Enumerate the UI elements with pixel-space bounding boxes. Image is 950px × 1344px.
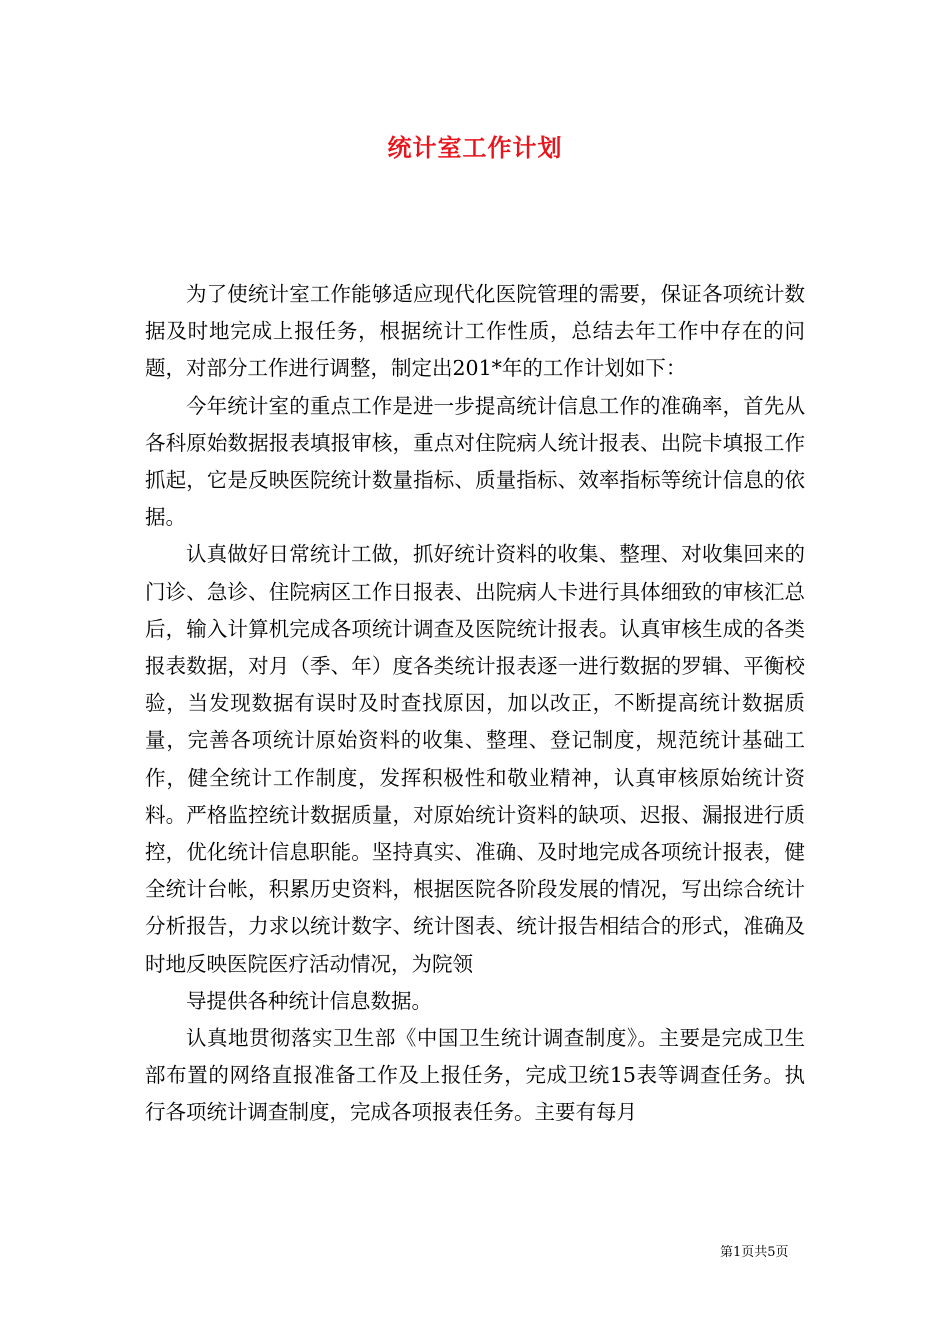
paragraph-continuation: 导提供各种统计信息数据。	[186, 988, 432, 1013]
page-title: 统计室工作计划	[387, 133, 563, 162]
page-number-footer: 第1页共5页	[720, 1245, 789, 1260]
paragraph-daily-statistics: 认真做好日常统计工做，抓好统计资料的收集、整理、对收集回来的门诊、急诊、住院病区工作日报表、出院病人卡进行具体细致的审核汇总后，输入计算机完成各项统计调查及医院统计报表。认真审核生成的各类报表数据，对月（季、年）度各类统计报表逐一进行数据的罗辑、平衡校验，当发现数据有误时及时查找原因，加以改正，不断提高统计数据质量，完善各项统计原始资料的收集、整理、登记制度，规范统计基础工作，健全统计工作制度，发挥积极性和敬业精神，认真审核原始统计资料。严格监控统计数据质量，对原始统计资料的缺项、迟报、漏报进行质控，优化统计信息职能。坚持真实、准确、及时地完成各项统计报表，健全统计台帐，积累历史资料，根据医院各阶段发展的情况，写出综合统计分析报告，力求以统计数字、统计图表、统计报告相结合的形式，准确及时地反映医院医疗活动情况，为院领	[145, 542, 805, 976]
paragraph-intro: 为了使统计室工作能够适应现代化医院管理的需要，保证各项统计数据及时地完成上报任务，根据统计工作性质，总结去年工作中存在的问题，对部分工作进行调整，制定出201*年的工作计划如下：	[145, 282, 805, 381]
paragraph-ministry-system: 认真地贯彻落实卫生部《中国卫生统计调查制度》。主要是完成卫生部布置的网络直报准备工作及上报任务，完成卫统15表等调查任务。执行各项统计调查制度，完成各项报表任务。主要有每月	[145, 1026, 805, 1125]
paragraph-key-work: 今年统计室的重点工作是进一步提高统计信息工作的准确率，首先从各科原始数据报表填报审核，重点对住院病人统计报表、出院卡填报工作抓起，它是反映医院统计数量指标、质量指标、效率指标等统计信息的依据。	[145, 393, 805, 530]
document-body	[145, 276, 805, 1132]
